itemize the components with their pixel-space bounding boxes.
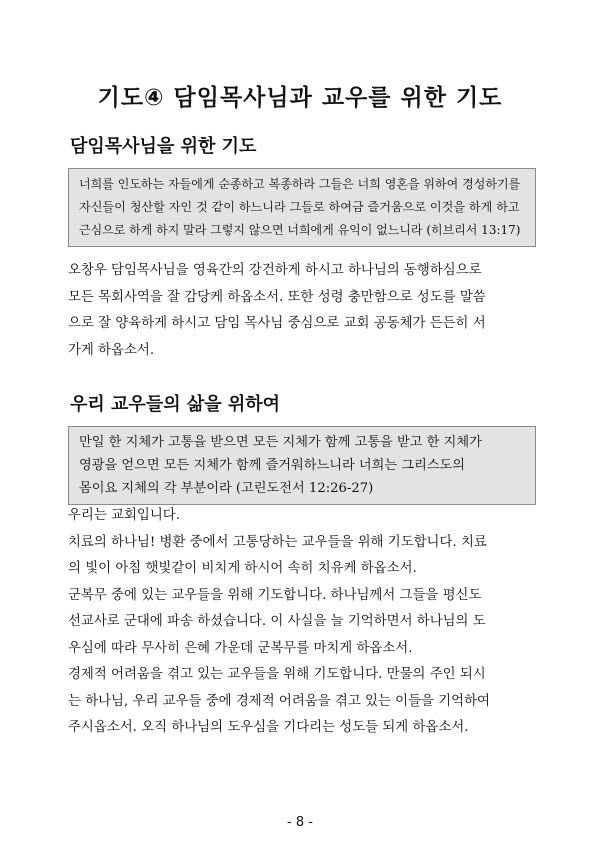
- prayer-line: 의 빛이 아침 햇빛같이 비치게 하시어 속히 치유케 하옵소서.: [68, 561, 417, 576]
- prayer-line: 가게 하옵소서.: [68, 342, 155, 358]
- section-heading-congregation: 우리 교우들의 삶을 위하여: [70, 394, 281, 415]
- prayer-line: 모든 목회사역을 잘 감당케 하옵소서. 또한 성령 충만함으로 성도를 말씀: [68, 289, 486, 305]
- prayer-line: 주시옵소서. 오직 하나님의 도우심을 기다리는 성도들 되게 하옵소서.: [68, 720, 469, 735]
- section-heading-pastor: 담임목사님을 위한 기도: [70, 136, 257, 157]
- quote-line: 자신들이 청산할 자인 것 같이 하느니라 그들로 하여금 즐거움으로 이것을 하게 하고: [79, 200, 520, 214]
- prayer-line: 는 하나님, 우리 교우들 중에 경제적 어려움을 겪고 있는 이들을 기억하여: [68, 693, 490, 709]
- quote-line: 영광을 얻으면 모든 지체가 함께 즐거워하느니라 너희는 그리스도의: [79, 458, 466, 473]
- page-number: - 8 -: [287, 815, 313, 830]
- prayer-line: 경제적 어려움을 겪고 있는 교우들을 위해 기도합니다. 만물의 주인 되시: [68, 667, 486, 682]
- quote-line: 몸이요 지체의 각 부분이라 (고린도전서 12:26-27): [79, 481, 374, 496]
- quote-line: 근심으로 하게 하지 말라 그렇지 않으면 너희에게 유익이 없느니라 (히브리서 13:17): [79, 223, 521, 237]
- prayer-text-pastor: [68, 258, 534, 364]
- quote-line: 만일 한 지체가 고통을 받으면 모든 지체가 함께 고통을 받고 한 지체가: [79, 435, 482, 450]
- quote-line: 너희를 인도하는 자들에게 순종하고 복종하라 그들은 너희 영혼을 위하여 경성하기를: [79, 177, 521, 191]
- scripture-quote-hebrews: [68, 168, 536, 247]
- page-title: 기도④ 담임목사님과 교우를 위한 기도: [97, 85, 503, 112]
- prayer-line: 으로 잘 양육하게 하시고 담임 목사님 중심으로 교회 공동체가 든든히 서: [68, 316, 486, 331]
- prayer-line: 치료의 하나님! 병환 중에서 고통당하는 교우들을 위해 기도합니다. 치료: [68, 534, 487, 550]
- prayer-text-congregation: [68, 503, 534, 742]
- prayer-line: 오창우 담임목사님을 영육간의 강건하게 하시고 하나님의 동행하심으로: [68, 263, 482, 278]
- prayer-line: 우심에 따라 무사히 은혜 가운데 군복무를 마치게 하옵소서.: [68, 640, 413, 656]
- prayer-line: 우리는 교회입니다.: [68, 508, 180, 523]
- prayer-line: 선교사로 군대에 파송 하셨습니다. 이 사실을 늘 기억하면서 하나님의 도: [68, 614, 486, 629]
- prayer-line: 군복무 중에 있는 교우들을 위해 기도합니다. 하나님께서 그들을 평신도: [68, 587, 482, 603]
- scripture-quote-corinthians: [68, 426, 536, 505]
